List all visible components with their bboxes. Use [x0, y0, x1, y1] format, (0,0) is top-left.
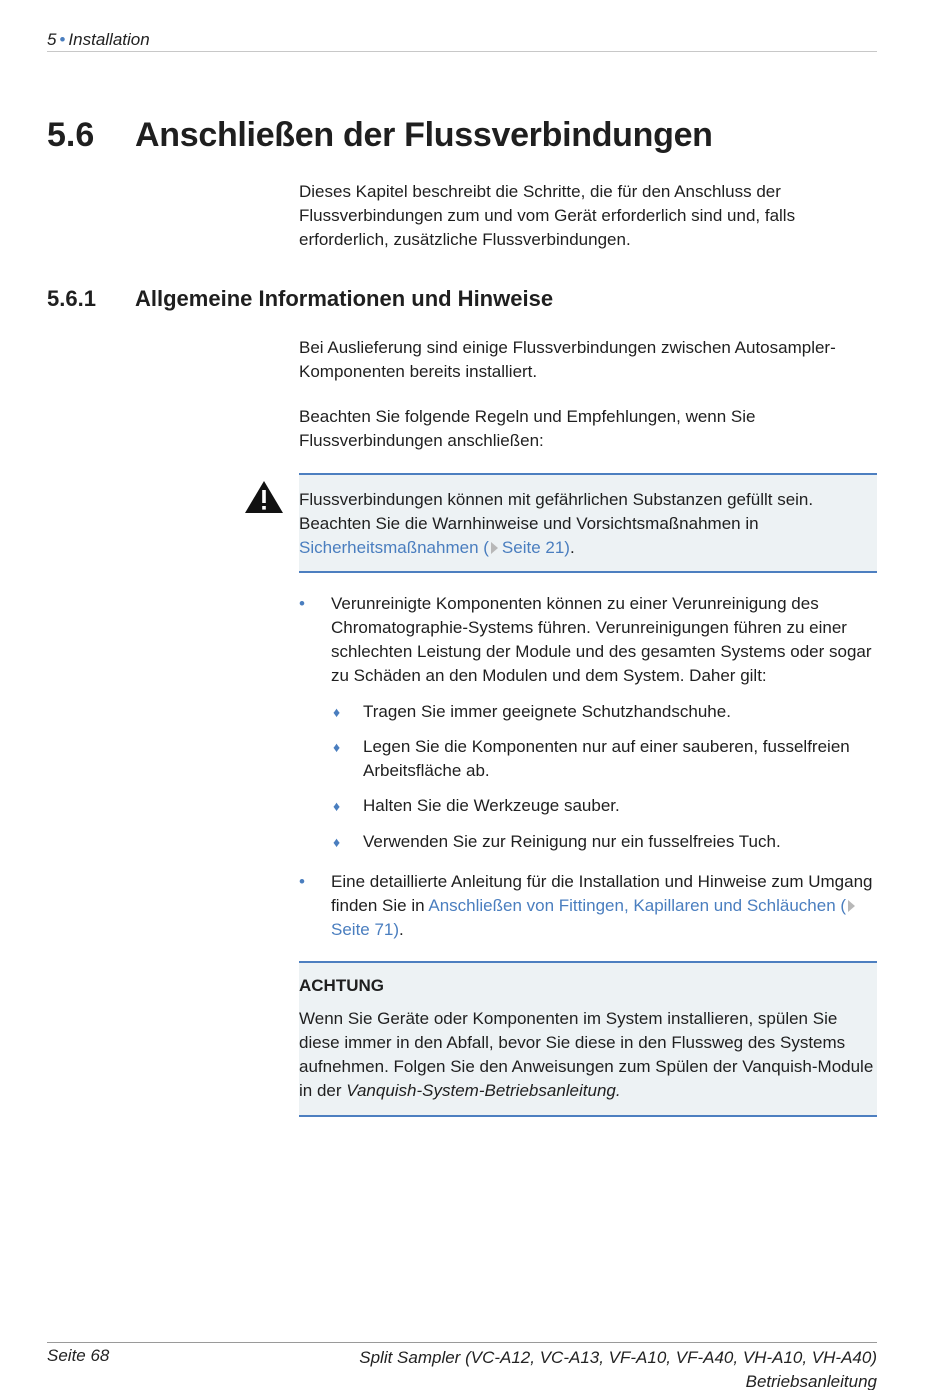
- warning-link-label: Sicherheitsmaßnahmen (: [299, 538, 489, 557]
- bullet-2-end: .: [399, 920, 404, 939]
- bullet-text: [331, 870, 879, 942]
- notice-title: ACHTUNG: [299, 976, 384, 995]
- notice-manual-title: Vanquish-System-Betriebsanleitung.: [346, 1081, 621, 1100]
- page-arrow-icon: [491, 542, 498, 554]
- list-item: [299, 592, 879, 688]
- notice-callout: [299, 961, 877, 1117]
- footer-doc-info: [317, 1346, 877, 1390]
- warning-link[interactable]: [299, 538, 570, 557]
- sub-bullet-text: Halten Sie die Werkzeuge sauber.: [363, 796, 620, 815]
- sub-bullet-text: Verwenden Sie zur Reinigung nur ein fusselfreies Tuch.: [363, 832, 781, 851]
- bullet-icon: •: [299, 872, 305, 891]
- bullet-separator-icon: •: [59, 30, 66, 49]
- page-arrow-icon: [848, 900, 855, 912]
- warning-text-block: [299, 488, 877, 560]
- list-item: [299, 870, 879, 942]
- warning-end: .: [569, 538, 575, 557]
- header-divider: [47, 51, 877, 52]
- section-title: Anschließen der Flussverbindungen: [135, 116, 713, 154]
- warning-triangle-icon: [244, 480, 284, 514]
- diamond-bullet-icon: ♦: [333, 739, 341, 755]
- diamond-bullet-icon: ♦: [333, 834, 341, 850]
- notice-text-block: [299, 1007, 877, 1103]
- subsection-para-2: Beachten Sie folgende Regeln und Empfehlungen, wenn Sie Flussverbindungen anschließen:: [299, 407, 756, 450]
- section-intro: Dieses Kapitel beschreibt die Schritte, die für den Anschluss der Flussverbindungen zum und vom Gerät erforderlich sind und, falls erforderlich, zusätzliche Flussverbindungen.: [299, 182, 796, 249]
- diamond-bullet-icon: ♦: [333, 704, 341, 720]
- subsection-title: Allgemeine Informationen und Hinweise: [135, 286, 554, 311]
- list-item: [331, 830, 879, 854]
- fittings-link-label: Anschließen von Fittingen, Kapillaren und Schläuchen (: [428, 896, 847, 915]
- subsection-para-1: Bei Auslieferung sind einige Flussverbindungen zwischen Autosampler-Komponenten bereits installiert.: [299, 338, 836, 381]
- footer-divider: [47, 1342, 877, 1343]
- warning-callout: [299, 473, 877, 573]
- list-item: [331, 700, 879, 724]
- warning-link-page: Seite 21): [501, 538, 570, 557]
- chapter-title: Installation: [68, 30, 150, 49]
- footer-doc-type: Betriebsanleitung: [745, 1372, 877, 1390]
- running-header: [47, 30, 877, 50]
- chapter-number: 5: [47, 30, 57, 49]
- sub-bullet-text: Tragen Sie immer geeignete Schutzhandschuhe.: [363, 702, 731, 721]
- fittings-link-page: Seite 71): [331, 920, 400, 939]
- list-item: [331, 735, 879, 783]
- subsection-number: 5.6.1: [47, 286, 96, 311]
- footer-product: Split Sampler (VC-A12, VC-A13, VF-A10, VF-A40, VH-A10, VH-A40): [359, 1348, 877, 1367]
- bullet-icon: •: [299, 594, 305, 613]
- warning-text: Flussverbindungen können mit gefährlichen Substanzen gefüllt sein. Beachten Sie die Warnhinweise und Vorsichtsmaßnahmen in: [299, 490, 814, 533]
- notice-text: Wenn Sie Geräte oder Komponenten im System installieren, spülen Sie diese immer in den Abfall, bevor Sie diese in den Flussweg des Systems aufnehmen. Folgen Sie den Anweisungen zum Spülen der Vanquish-Module in der: [299, 1009, 874, 1100]
- page-number: Seite 68: [47, 1346, 110, 1365]
- list-item: [331, 794, 879, 818]
- sub-bullet-text: Legen Sie die Komponenten nur auf einer sauberen, fusselfreien Arbeitsfläche ab.: [363, 737, 850, 780]
- bullet-2-text: Eine detaillierte Anleitung für die Installation und Hinweise zum Umgang finden Sie in: [331, 872, 873, 915]
- bullet-text: Verunreinigte Komponenten können zu einer Verunreinigung des Chromatographie-Systems führen. Verunreinigungen führen zu einer schlechten Leistung der Module und des gesamten Systems oder sogar zu Schäden an den Modulen und dem System. Daher gilt:: [331, 594, 872, 685]
- section-number: 5.6: [47, 116, 95, 154]
- diamond-bullet-icon: ♦: [333, 798, 341, 814]
